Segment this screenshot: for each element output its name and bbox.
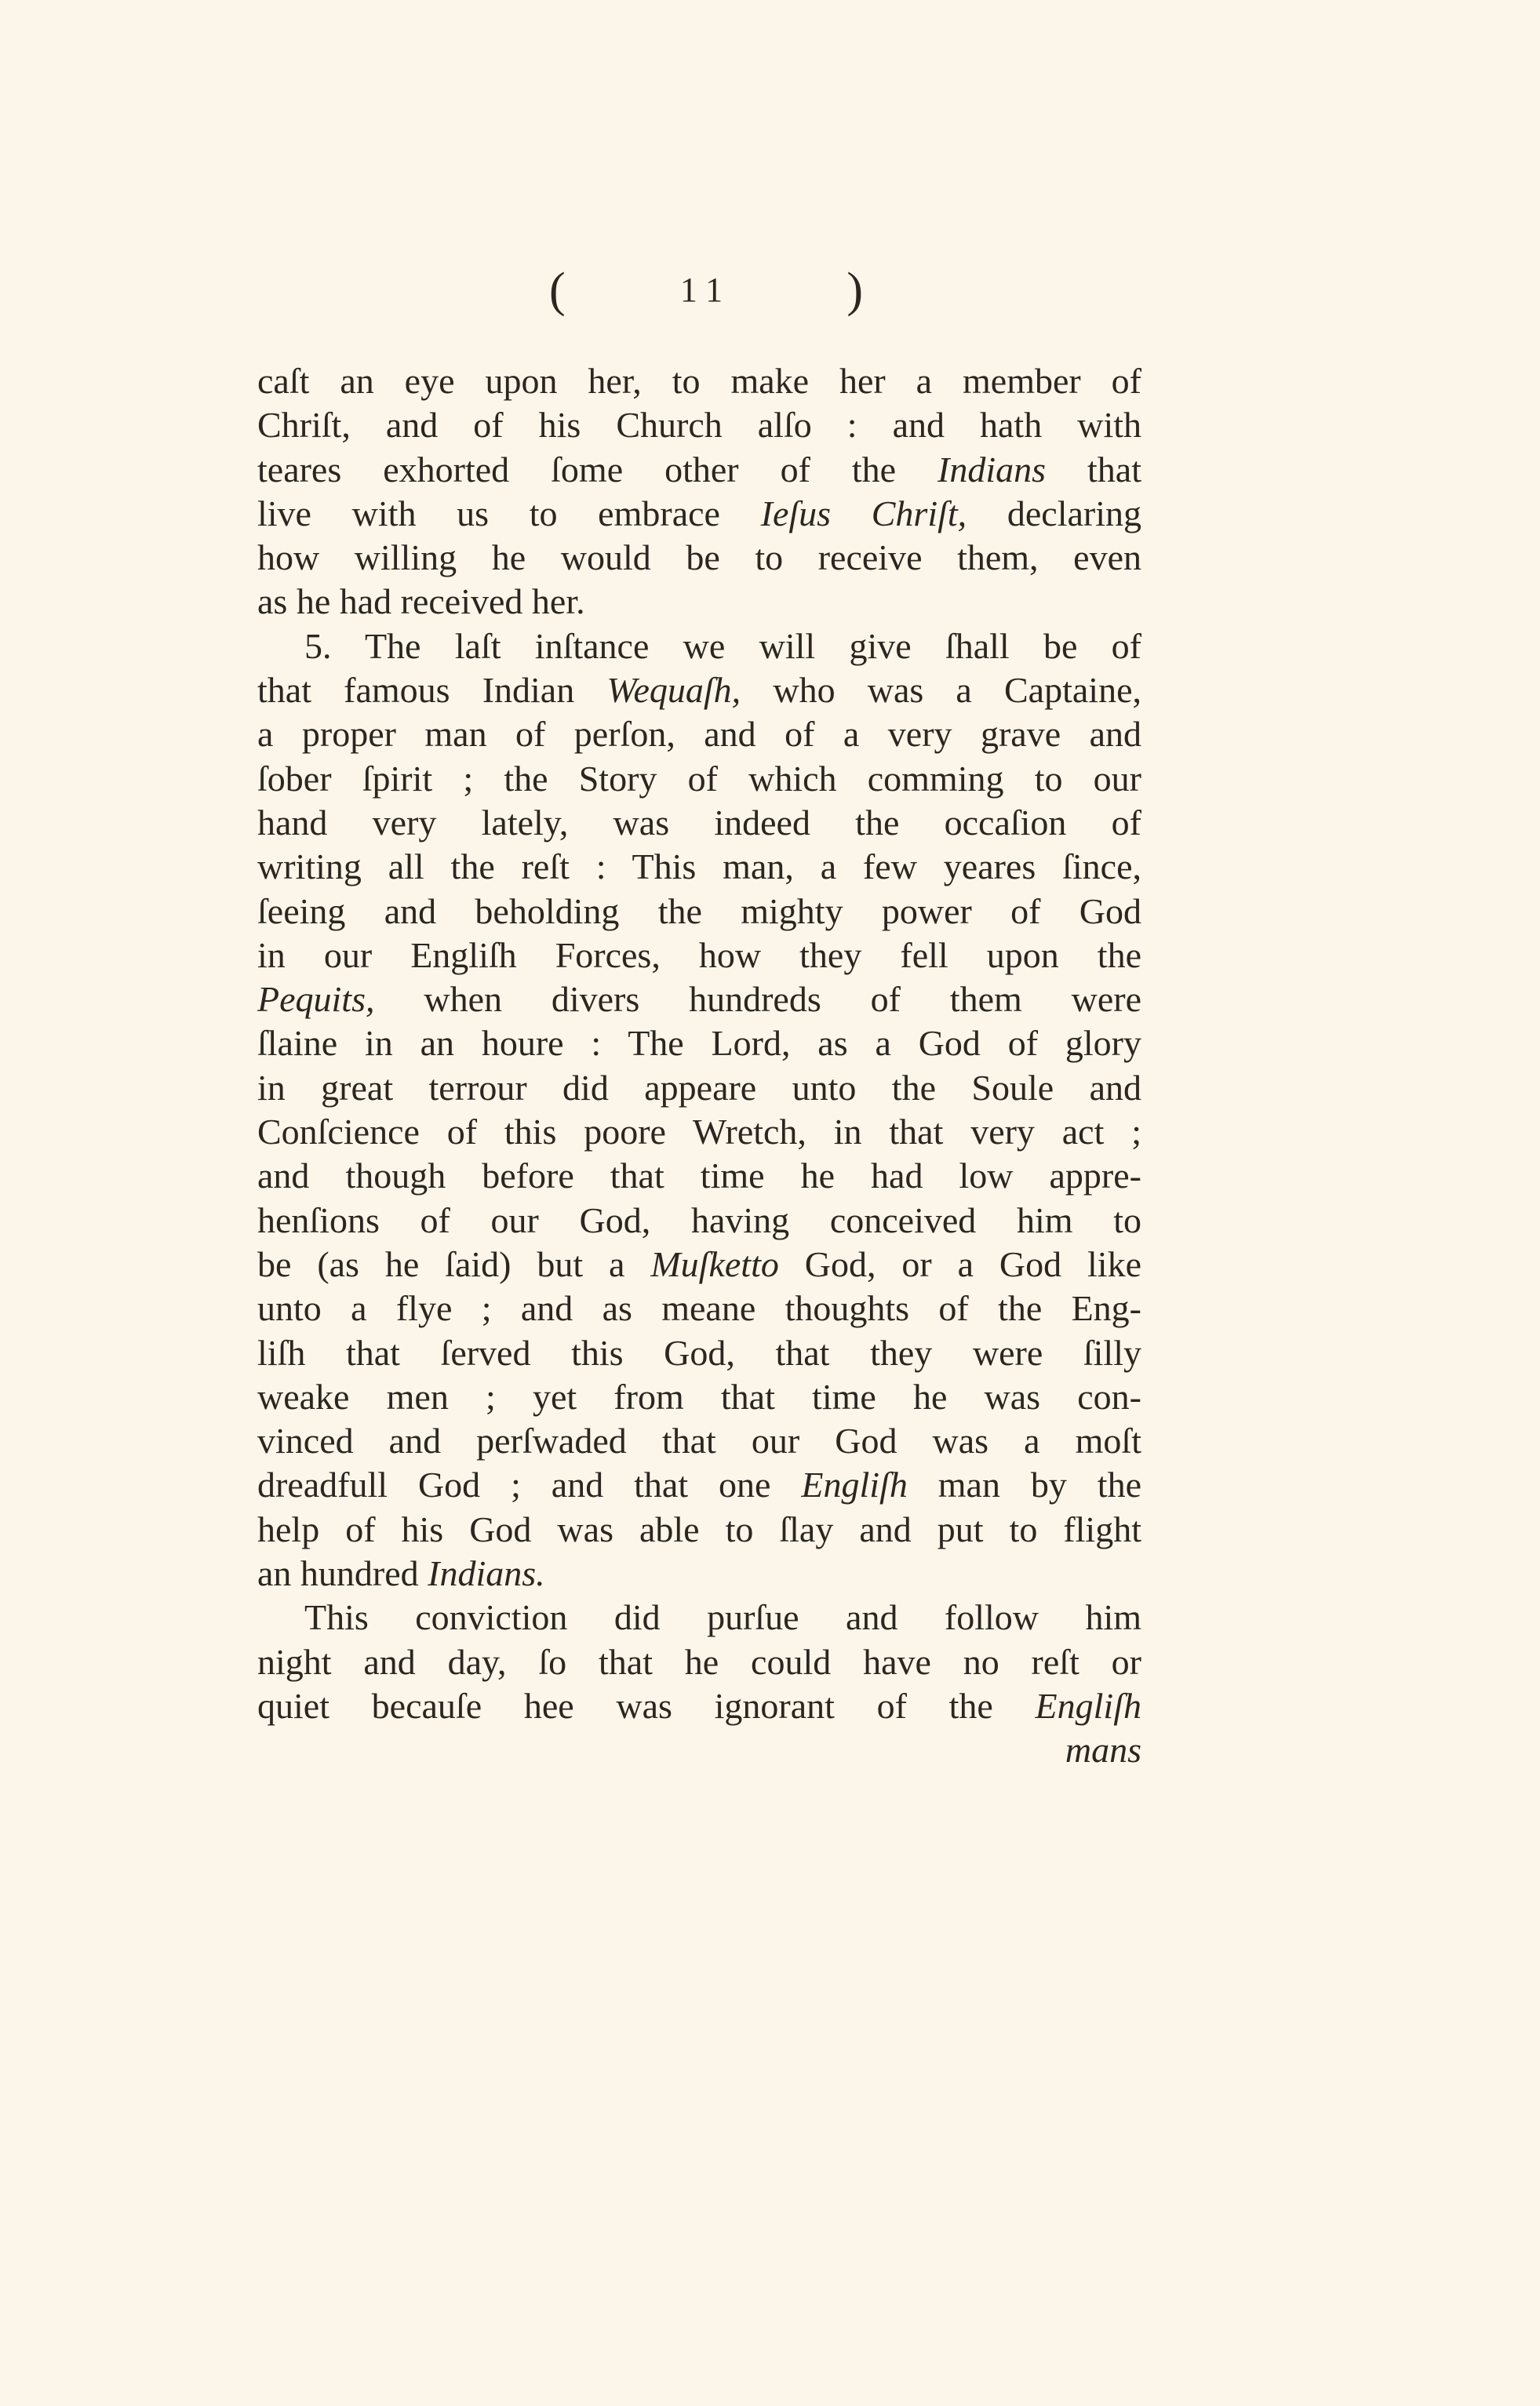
text-line <box>257 359 1141 403</box>
text-segment: in our Engliſh Forces, how they fell upon the <box>257 934 1141 975</box>
page-number <box>549 259 863 322</box>
text-segment: night and day, ſo that he could have no reſt or <box>257 1641 1141 1682</box>
text-line <box>257 934 1141 977</box>
text-line <box>257 845 1141 889</box>
text-line <box>257 1154 1141 1198</box>
text-segment: dreadfull God ; and that one <box>257 1465 802 1505</box>
italic-text: Muſketto <box>650 1243 779 1284</box>
text-segment: a proper man of perſon, and of a very grave and <box>257 714 1141 755</box>
text-line <box>257 1287 1141 1330</box>
text-line <box>257 668 1141 712</box>
text-line <box>257 1243 1141 1287</box>
italic-text: Ieſus Chriſt, <box>760 493 967 533</box>
text-line <box>257 1021 1141 1065</box>
text-segment: when divers hundreds of them were <box>374 979 1141 1020</box>
italic-text: Indians. <box>428 1553 545 1594</box>
text-line <box>257 1596 1141 1640</box>
text-segment: teares exhorted ſome other of the <box>257 449 938 490</box>
text-segment: ſeeing and beholding the mighty power of God <box>257 890 1141 931</box>
text-segment: declaring <box>967 493 1141 533</box>
text-segment: live with us to embrace <box>257 493 761 533</box>
text-line <box>257 580 1141 624</box>
text-segment: ſober ſpirit ; the Story of which comming to our <box>257 758 1141 799</box>
text-segment: vinced and perſwaded that our God was a moſt <box>257 1421 1141 1461</box>
text-segment: who was a Captaine, <box>741 670 1141 711</box>
text-line <box>257 890 1141 934</box>
text-line <box>257 757 1141 801</box>
page-number-close-paren: ) <box>846 264 863 317</box>
page-number-value: 11 <box>679 271 733 309</box>
text-line <box>257 1419 1141 1463</box>
text-line <box>257 536 1141 580</box>
text-segment: Conſcience of this poore Wretch, in that very act ; <box>257 1112 1141 1152</box>
text-segment: man by the <box>907 1465 1141 1505</box>
text-line <box>257 403 1141 447</box>
text-segment: and though before that time he had low appre- <box>257 1156 1141 1196</box>
italic-text: Indians <box>937 449 1047 490</box>
text-segment: in great terrour did appeare unto the Soule and <box>257 1067 1141 1108</box>
text-line <box>257 492 1141 536</box>
text-line <box>257 1199 1141 1243</box>
text-segment: henſions of our God, having conceived him to <box>257 1199 1141 1240</box>
text-segment: an hundred <box>257 1553 428 1594</box>
text-segment: weake men ; yet from that time he was con- <box>257 1376 1141 1417</box>
text-line <box>257 1728 1141 1772</box>
text-segment: be (as he ſaid) but a <box>257 1243 651 1284</box>
text-line <box>257 1552 1141 1596</box>
italic-text: Pequits, <box>257 979 375 1020</box>
text-line <box>257 1110 1141 1154</box>
italic-text: Wequaſh, <box>606 670 741 711</box>
text-line <box>257 1331 1141 1375</box>
text-segment: writing all the reſt : This man, a few yeares ſince, <box>257 846 1141 887</box>
text-line <box>257 1066 1141 1110</box>
page-number-open-paren: ( <box>549 264 566 317</box>
text-segment: 5. The laſt inſtance we will give ſhall be of <box>304 625 1141 666</box>
text-segment: quiet becauſe hee was ignorant of the <box>257 1685 1036 1726</box>
text-line <box>257 1463 1141 1507</box>
text-segment: help of his God was able to ſlay and put to flight <box>257 1509 1141 1549</box>
text-segment: that famous Indian <box>257 670 607 711</box>
text-segment: that <box>1046 449 1141 490</box>
text-segment: liſh that ſerved this God, that they were ſilly <box>257 1332 1141 1373</box>
text-segment: how willing he would be to receive them, even <box>257 537 1141 578</box>
text-line <box>257 712 1141 756</box>
text-line <box>257 448 1141 492</box>
italic-text: Engliſh <box>1035 1685 1141 1726</box>
italic-text: Engliſh <box>801 1465 908 1505</box>
text-line <box>257 1684 1141 1728</box>
text-segment: unto a flye ; and as meane thoughts of the Eng- <box>257 1288 1141 1329</box>
text-line <box>257 1375 1141 1419</box>
text-line <box>257 801 1141 845</box>
text-line <box>257 977 1141 1021</box>
text-segment: ſlaine in an houre : The Lord, as a God of glory <box>257 1023 1141 1064</box>
text-line <box>257 624 1141 668</box>
text-line <box>257 1508 1141 1552</box>
italic-text: mans <box>1065 1730 1141 1771</box>
text-segment: hand very lately, was indeed the occaſion of <box>257 802 1141 843</box>
text-line <box>257 1640 1141 1684</box>
text-segment: God, or a God like <box>778 1243 1142 1284</box>
text-segment: This conviction did purſue and follow him <box>304 1597 1141 1638</box>
body-text <box>257 359 1141 1773</box>
text-segment: Chriſt, and of his Church alſo : and hath with <box>257 405 1141 446</box>
text-segment: caſt an eye upon her, to make her a member of <box>257 361 1141 401</box>
text-segment: as he had received her. <box>257 581 585 622</box>
